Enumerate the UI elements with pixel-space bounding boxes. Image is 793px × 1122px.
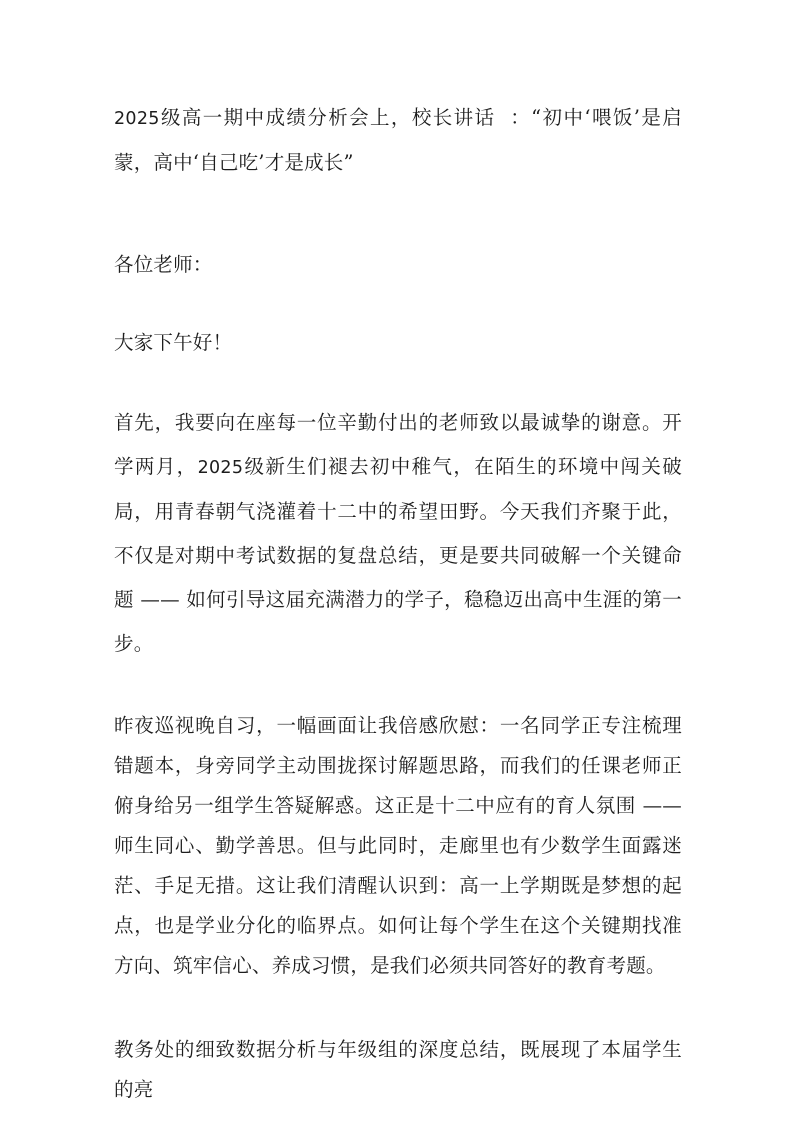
greeting: 大家下午好！ bbox=[114, 331, 233, 354]
title-gap bbox=[495, 106, 510, 129]
title-line1-rest: 级高一期中成绩分析会上，校长讲话 bbox=[159, 106, 496, 129]
document-body bbox=[114, 96, 682, 1110]
page-title bbox=[114, 96, 682, 185]
body-paragraph-3: 教务处的细致数据分析与年级组的深度总结，既展现了本届学生的亮 bbox=[114, 1038, 682, 1101]
body-paragraph-2: 昨夜巡视晚自习，一幅画面让我倍感欣慰：一名同学正专注梳理错题本，身旁同学主动围拢探讨解题思路，而我们的任课老师正俯身给另一组学生答疑解惑。这正是十二中应有的育人氛围 —— 师生同心、勤学善思。但与此同时，走廊里也有少数学生面露迷茫、手足无措。这让我们清醒认识到：高一上学期既是梦想的起点，也是学业分化的临界点。如何让每个学生在这个关键期找准方向、筑牢信心、养成习惯，是我们必须共同答好的教育考题。 bbox=[114, 714, 682, 977]
paragraph-1-segment-1: 首先，我要向在座每一位辛勤付出的老师致以最诚挚的谢意。开学两月， bbox=[114, 411, 682, 478]
paragraph-1-year: 2025 bbox=[197, 458, 244, 478]
salutation: 各位老师： bbox=[114, 253, 213, 276]
paragraph-1-segment-2: 级新生们褪去初中稚气，在陌生的环境中闯关破局，用青春朝气浇灌着十二中的希望田野。今天我们齐聚于此，不仅是对期中考试数据的复盘总结，更是要共同破解一个关键命题 —— 如何引导这届充满潜力的学子，稳稳迈出高中生涯的第一步。 bbox=[114, 455, 682, 655]
title-year: 2025 bbox=[114, 109, 160, 129]
title-line2: 高中‘自己吃’才是成长” bbox=[153, 151, 354, 174]
title-line1-tail: ：“初中‘喂饭’是启蒙， bbox=[114, 106, 682, 174]
body-paragraph-1 bbox=[114, 401, 682, 666]
